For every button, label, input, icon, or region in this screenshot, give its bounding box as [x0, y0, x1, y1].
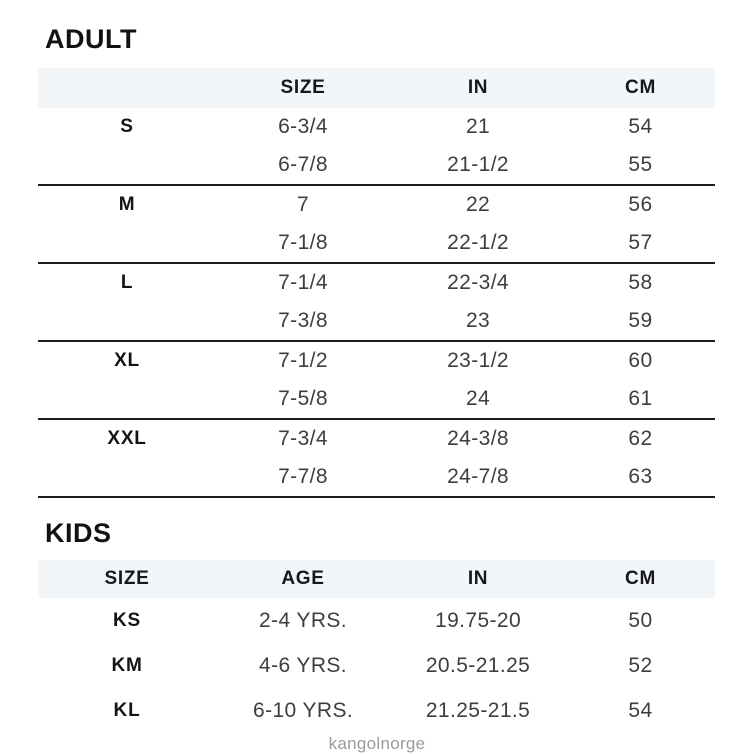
kids-section-title: KIDS — [45, 518, 112, 548]
header-cell-cm: CM — [625, 77, 656, 98]
cell-in: 21 — [465, 115, 491, 138]
table-row — [38, 342, 715, 380]
kids-table-header — [38, 560, 715, 598]
table-row — [38, 146, 715, 184]
cell-in: 23 — [465, 309, 491, 332]
header-cell-in: IN — [467, 568, 489, 589]
header-cell-in: IN — [467, 77, 489, 98]
table-row — [38, 108, 715, 146]
cell-cm: 61 — [628, 387, 653, 410]
cell-size: 7-1/4 — [278, 271, 328, 294]
site-watermark: kangolnorge — [328, 734, 426, 753]
header-cell-age: AGE — [281, 568, 325, 589]
table-row — [38, 598, 715, 643]
adult-section-title: ADULT — [45, 24, 137, 54]
size-group-s — [38, 108, 715, 186]
size-label: L — [120, 272, 134, 293]
size-label: KL — [113, 699, 141, 721]
cell-age: 6-10 YRS. — [252, 698, 354, 722]
table-row — [38, 380, 715, 418]
cell-cm: 50 — [628, 608, 653, 632]
size-label: KS — [113, 609, 142, 631]
kids-size-table — [38, 560, 715, 733]
header-cell-size: SIZE — [280, 77, 326, 98]
cell-cm: 62 — [628, 427, 653, 450]
header-cell-cm: CM — [625, 568, 656, 589]
cell-size: 7-1/2 — [278, 349, 328, 372]
table-row — [38, 186, 715, 224]
cell-in: 22-3/4 — [447, 271, 510, 294]
header-cell-size: SIZE — [104, 568, 150, 589]
size-label: XXL — [107, 428, 147, 449]
cell-size: 6-3/4 — [278, 115, 328, 138]
table-row — [38, 302, 715, 340]
cell-size: 7-3/8 — [278, 309, 328, 332]
cell-in: 21-1/2 — [447, 153, 510, 176]
size-label: XL — [114, 350, 140, 371]
table-row — [38, 458, 715, 496]
cell-cm: 63 — [628, 465, 653, 488]
cell-size: 7-5/8 — [278, 387, 328, 410]
table-row — [38, 688, 715, 733]
size-group-xxl — [38, 420, 715, 498]
cell-in: 21.25-21.5 — [425, 698, 531, 722]
cell-in: 22 — [465, 193, 491, 216]
cell-cm: 56 — [628, 193, 653, 216]
table-row — [38, 420, 715, 458]
size-label: KM — [111, 654, 143, 676]
cell-in: 24-3/8 — [447, 427, 510, 450]
cell-size: 6-7/8 — [278, 153, 328, 176]
table-row — [38, 264, 715, 302]
cell-age: 4-6 YRS. — [259, 653, 348, 677]
size-group-xl — [38, 342, 715, 420]
cell-in: 23-1/2 — [447, 349, 510, 372]
cell-in: 20.5-21.25 — [425, 653, 531, 677]
cell-age: 2-4 YRS. — [259, 608, 348, 632]
adult-table-header — [38, 68, 715, 108]
cell-cm: 60 — [628, 349, 653, 372]
cell-size: 7-7/8 — [278, 465, 328, 488]
cell-in: 24 — [465, 387, 491, 410]
cell-in: 19.75-20 — [434, 608, 522, 632]
cell-cm: 52 — [628, 653, 653, 677]
table-row — [38, 643, 715, 688]
size-group-l — [38, 264, 715, 342]
adult-size-table — [38, 68, 715, 498]
cell-in: 22-1/2 — [447, 231, 510, 254]
cell-cm: 58 — [628, 271, 653, 294]
size-label: S — [120, 116, 134, 137]
cell-cm: 55 — [628, 153, 653, 176]
size-group-m — [38, 186, 715, 264]
cell-size: 7 — [296, 193, 310, 216]
size-label: M — [118, 194, 136, 215]
cell-in: 24-7/8 — [447, 465, 510, 488]
cell-size: 7-3/4 — [278, 427, 328, 450]
table-row — [38, 224, 715, 262]
cell-cm: 54 — [628, 115, 653, 138]
cell-cm: 54 — [628, 698, 653, 722]
cell-cm: 57 — [628, 231, 653, 254]
cell-size: 7-1/8 — [278, 231, 328, 254]
cell-cm: 59 — [628, 309, 653, 332]
